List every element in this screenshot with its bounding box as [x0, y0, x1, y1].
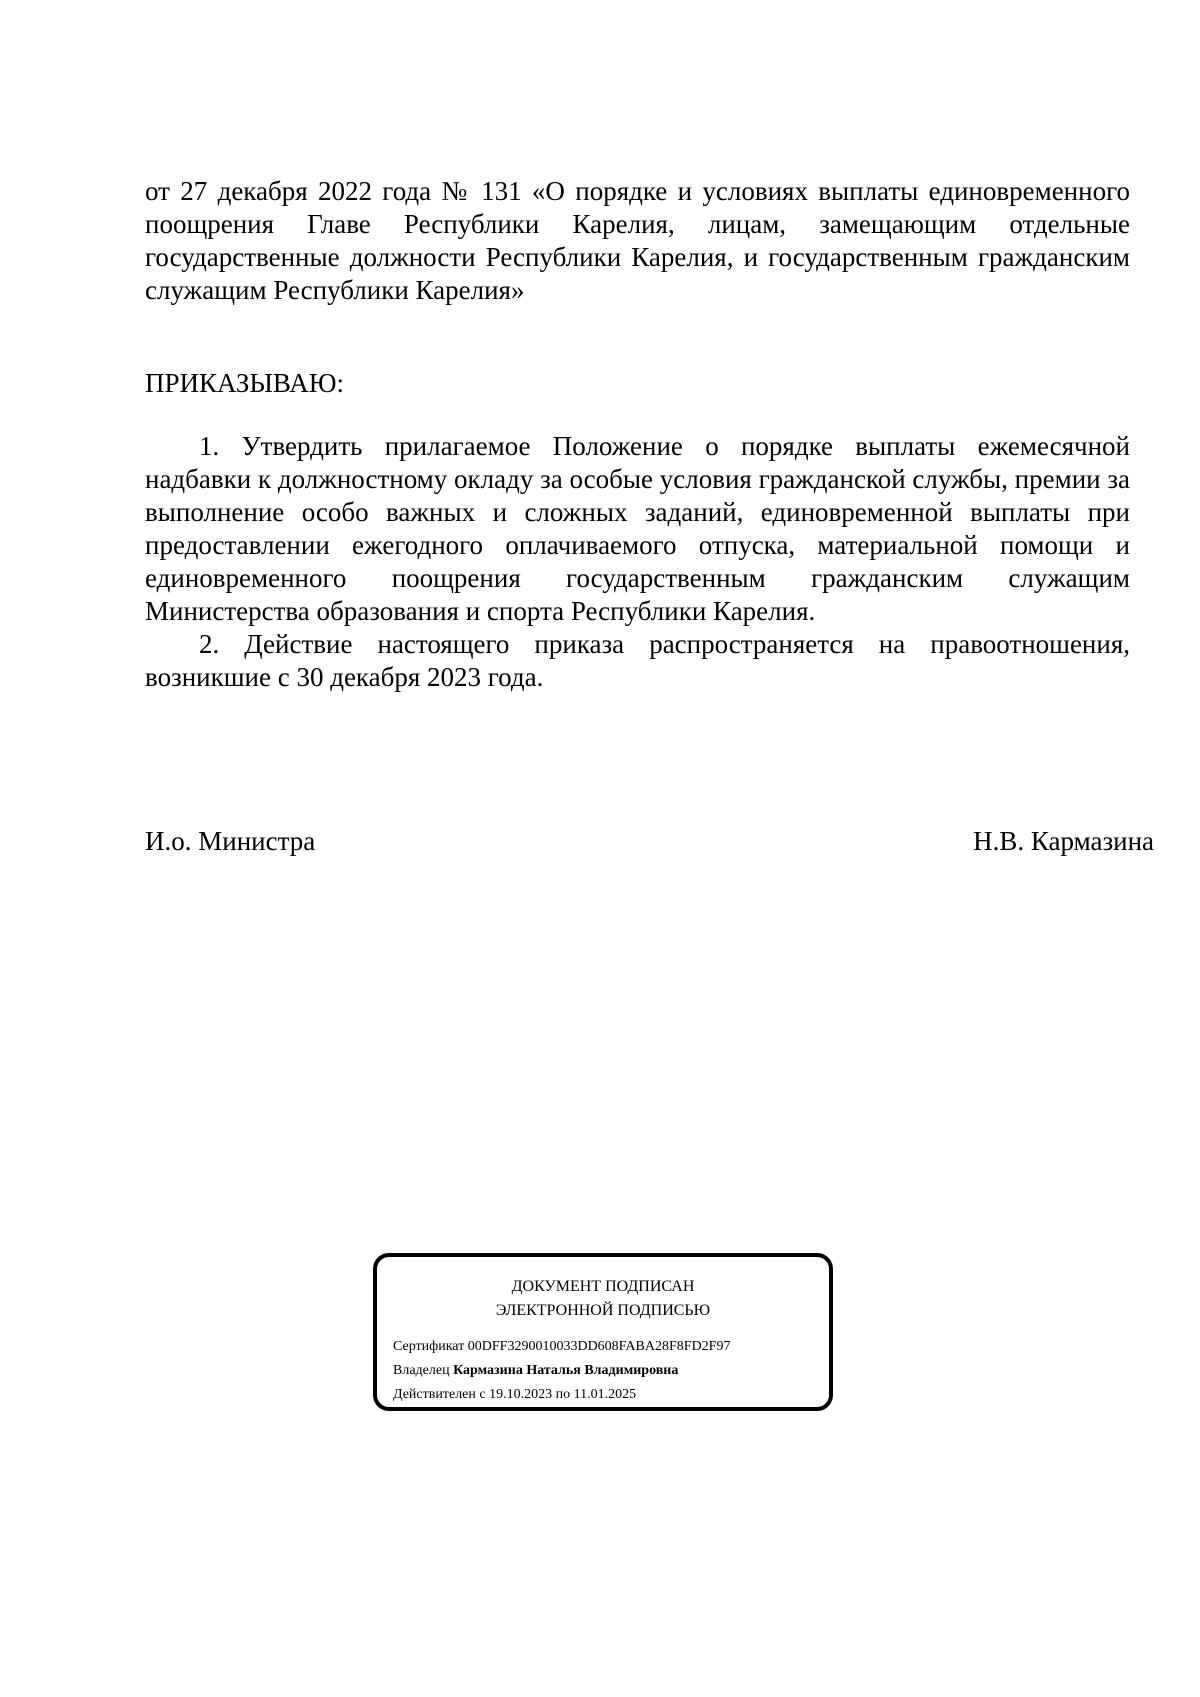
intro-paragraph: от 27 декабря 2022 года № 131 «О порядке и условиях выплаты единовременного поощрения Главе Республики Карелия, лицам, замещающим отдельные государственные должности Республики Карелия, и государственным гражданским служащим Республики Карелия» [145, 176, 1130, 305]
stamp-title-line-2: ЭЛЕКТРОННОЙ ПОДПИСЬЮ [495, 1302, 711, 1319]
electronic-signature-stamp [373, 1253, 833, 1411]
stamp-validity [393, 1387, 636, 1403]
order-item-2: 2. Действие настоящего приказа распространяется на правоотношения, возникшие с 30 декабря 2023 года. [145, 629, 1130, 692]
stamp-valid-from-label: с [479, 1387, 486, 1402]
stamp-owner-label: Владелец [393, 1363, 450, 1378]
stamp-validity-label: Действителен [393, 1387, 476, 1402]
stamp-title-line-1: ДОКУМЕНТ ПОДПИСАН [511, 1278, 695, 1295]
stamp-certificate [393, 1339, 730, 1355]
stamp-valid-from: 19.10.2023 [489, 1387, 553, 1402]
stamp-owner-value: Кармазина Наталья Владимировна [453, 1363, 679, 1378]
order-items [145, 430, 1130, 694]
stamp-valid-to: 11.01.2025 [573, 1387, 637, 1402]
order-heading: ПРИКАЗЫВАЮ: [145, 368, 344, 398]
stamp-certificate-label: Сертификат [393, 1339, 465, 1354]
signatory-position: И.о. Министра [145, 826, 316, 856]
stamp-title [377, 1275, 829, 1323]
stamp-valid-to-label: по [555, 1387, 571, 1402]
stamp-owner [393, 1363, 678, 1379]
order-item-1: 1. Утвердить прилагаемое Положение о порядке выплаты ежемесячной надбавки к должностному окладу за особые условия гражданской службы, премии за выполнение особо важных и сложных заданий, единовременной выплаты при предоставлении ежегодного оплачиваемого отпуска, материальной помощи и единовременного поощрения государственным гражданским служащим Министерства образования и спорта Республики Карелия. [145, 431, 1130, 626]
signatory-name: Н.В. Кармазина [973, 826, 1154, 856]
stamp-certificate-value: 00DFF3290010033DD608FABA28F8FD2F97 [467, 1339, 731, 1354]
